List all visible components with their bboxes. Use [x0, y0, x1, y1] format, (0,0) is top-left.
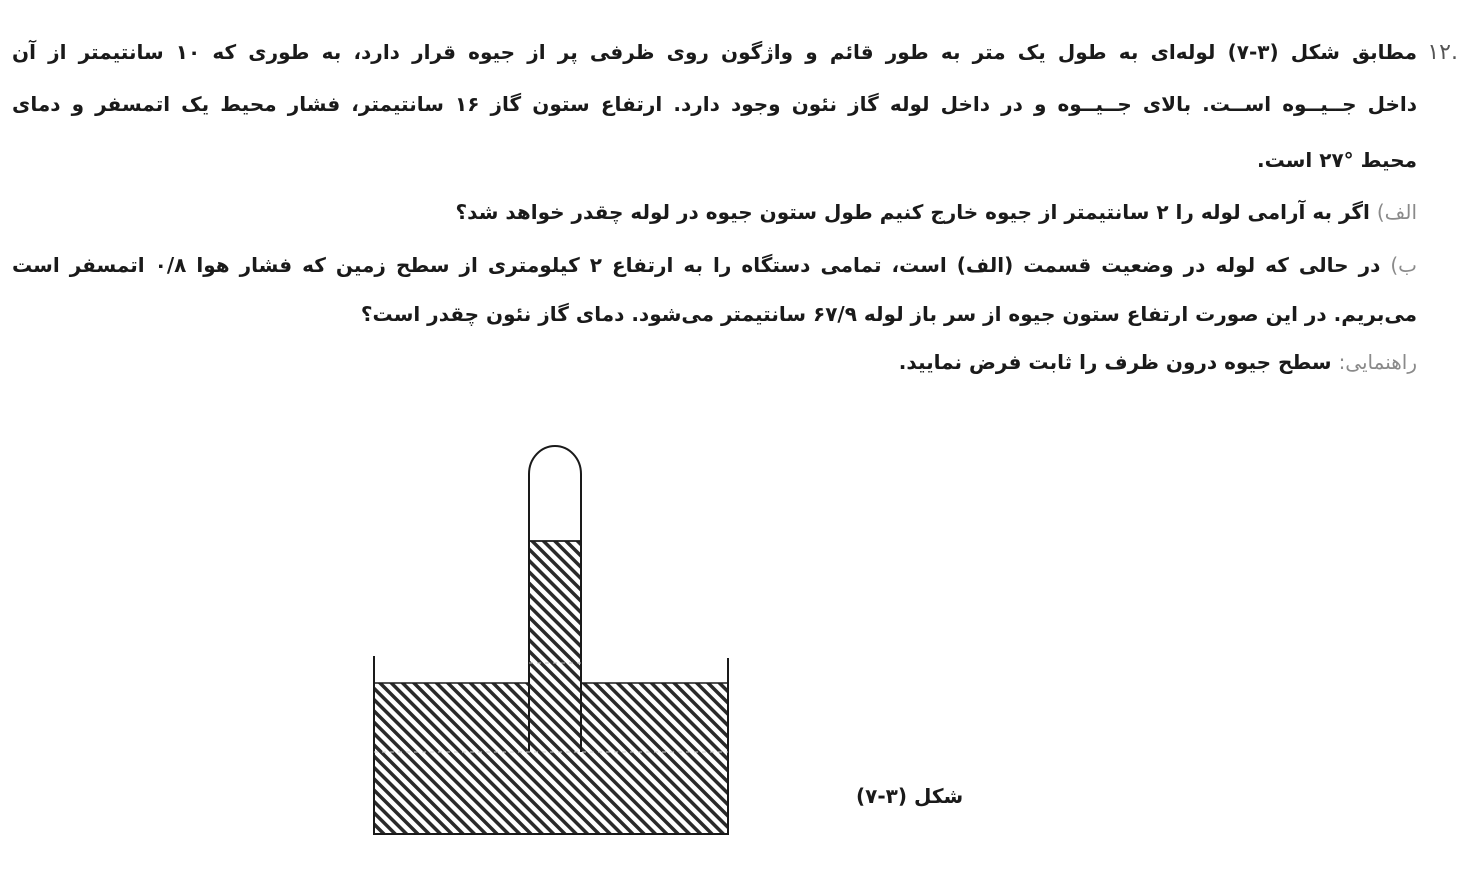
part-a: [456, 200, 1417, 224]
question-number: .۱۲: [1427, 40, 1458, 65]
part-a-label: الف): [1376, 200, 1417, 224]
part-a-text: اگر به آرامی لوله را ۲ سانتیمتر از جیوه خارج کنیم طول ستون جیوه در لوله چقدر خواهد شد؟: [455, 200, 1370, 224]
question-line-3: محیط °۲۷ است.: [1256, 148, 1417, 172]
neon-gas-region: [529, 446, 581, 541]
part-b-label: ب): [1390, 253, 1418, 277]
part-b-text-1: در حالی که لوله در وضعیت قسمت (الف) است، تمامی دستگاه را به ارتفاع ۲ کیلومتری از سطح زمین که فشار هوا ۰/۸ اتمسفر است: [12, 253, 1381, 277]
question-line-1: مطابق شکل (۳-۷) لوله‌ای به طول یک متر به طور قائم و واژگون روی ظرفی پر از جیوه قرار دارد، به طوری که ۱۰ سانتیمتر از آن: [12, 40, 1418, 64]
part-b-line-1: [12, 253, 1417, 277]
hint: [899, 350, 1417, 374]
tube-in-mercury-figure: [360, 440, 740, 840]
tube-mercury-column: [529, 541, 581, 753]
part-b-line-2: می‌بریم. در این صورت ارتفاع ستون جیوه از سر باز لوله ۶۷/۹ سانتیمتر می‌شود. دمای گاز نئون چقدر است؟: [360, 302, 1417, 326]
hint-label: راهنمایی:: [1338, 350, 1417, 374]
hint-text: سطح جیوه درون ظرف را ثابت فرض نمایید.: [898, 350, 1332, 374]
figure-caption: شکل (۳-۷): [856, 784, 964, 808]
question-line-2: داخل جــیــوه اســت. بالای جــیــوه و در داخل لوله گاز نئون وجود دارد. ارتفاع ستون گاز ۱۶ سانتیمتر، فشار محیط یک اتمسفر و دمای: [12, 92, 1417, 116]
